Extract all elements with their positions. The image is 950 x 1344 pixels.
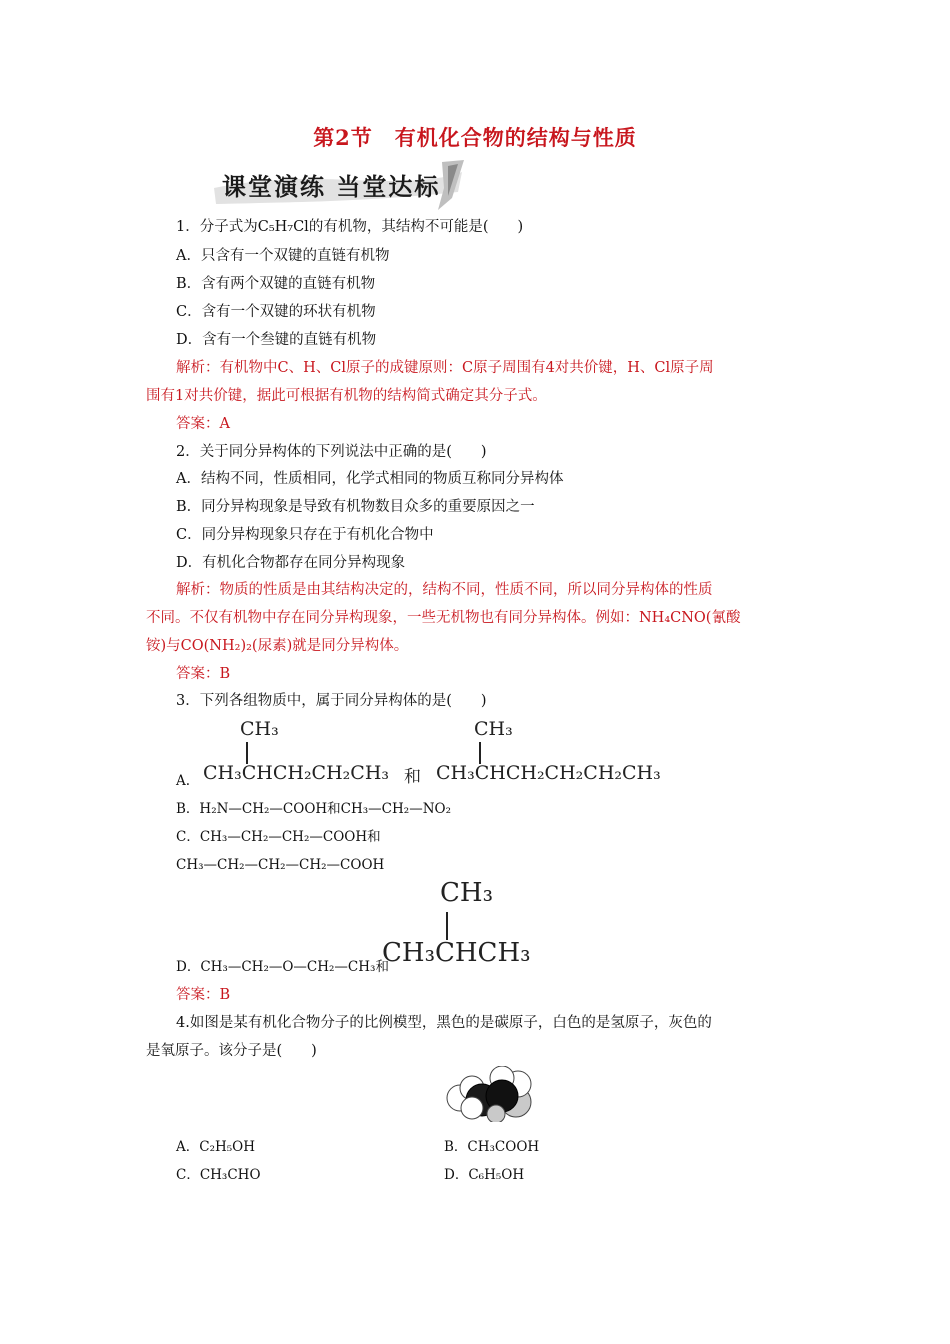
q2-answer: 答案：B [176, 666, 231, 682]
q3-option-c-line-2: CH₃—CH₂—CH₂—CH₂—COOH [176, 857, 385, 873]
molecule-model-icon [444, 1066, 538, 1122]
q3-a-left-branch: CH₃ [240, 718, 279, 740]
q2-option-b: B．同分异构现象是导致有机物数目众多的重要原因之一 [176, 499, 535, 515]
section-banner [216, 163, 472, 211]
q1-analysis-line-1: 解析：有机物中C、H、Cl原子的成键原则：C原子周围有4对共价键，H、Cl原子周 [176, 360, 714, 376]
q4-stem-line-1: 4.如图是某有机化合物分子的比例模型，黑色的是碳原子，白色的是氢原子，灰色的 [176, 1015, 712, 1031]
q4-option-d: D．C₆H₅OH [444, 1167, 525, 1183]
q3-a-and: 和 [404, 767, 421, 787]
q3-option-c-line-1: C．CH₃—CH₂—CH₂—COOH和 [176, 829, 381, 845]
q4-option-c: C．CH₃CHO [176, 1167, 261, 1183]
q2-analysis-line-1: 解析：物质的性质是由其结构决定的，结构不同，性质不同，所以同分异构体的性质 [176, 582, 713, 598]
q1-option-b: B．含有两个双键的直链有机物 [176, 276, 376, 292]
q3-a-left-main: CH₃CHCH₂CH₂CH₃ [203, 762, 390, 784]
q2-option-d: D．有机化合物都存在同分异构现象 [176, 555, 406, 571]
q2-analysis-line-3: 铵)与CO(NH₂)₂(尿素)就是同分异构体。 [146, 638, 409, 654]
q3-a-right-bond [479, 742, 481, 764]
q1-option-c: C．含有一个双键的环状有机物 [176, 304, 376, 320]
q3-option-d-left: D．CH₃—CH₂—O—CH₂—CH₃和 [176, 959, 389, 975]
q3-d-bond [446, 912, 448, 940]
q1-option-d: D．含有一个叁键的直链有机物 [176, 332, 377, 348]
q3-option-b: B．H₂N—CH₂—COOH和CH₃—CH₂—NO₂ [176, 801, 451, 817]
q2-stem: 2．关于同分异构体的下列说法中正确的是( ) [176, 444, 487, 460]
q3-a-right-main: CH₃CHCH₂CH₂CH₂CH₃ [436, 762, 661, 784]
q1-analysis-line-2: 围有1对共价键，据此可根据有机物的结构简式确定其分子式。 [146, 388, 547, 404]
q2-option-a: A．结构不同，性质相同，化学式相同的物质互称同分异构体 [176, 471, 564, 487]
q4-stem-line-2: 是氧原子。该分子是( ) [146, 1043, 317, 1059]
q3-option-a-label: A. [176, 773, 191, 789]
q2-option-c: C．同分异构现象只存在于有机化合物中 [176, 527, 434, 543]
q3-d-branch: CH₃ [440, 878, 493, 908]
q3-d-main: CH₃CHCH₃ [382, 938, 531, 968]
q4-option-b: B．CH₃COOH [444, 1139, 540, 1155]
q1-stem: 1．分子式为C₅H₇Cl的有机物，其结构不可能是( ) [176, 219, 524, 235]
q3-a-right-branch: CH₃ [474, 718, 513, 740]
q3-stem: 3．下列各组物质中，属于同分异构体的是( ) [176, 693, 487, 709]
q1-answer: 答案：A [176, 416, 230, 432]
q1-option-a: A．只含有一个双键的直链有机物 [176, 248, 390, 264]
page-title: 第2节 有机化合物的结构与性质 [313, 125, 637, 150]
q4-option-a: A．C₂H₅OH [176, 1139, 256, 1155]
q3-a-left-bond [246, 742, 248, 764]
q3-answer: 答案：B [176, 987, 231, 1003]
q2-analysis-line-2: 不同。不仅有机物中存在同分异构现象，一些无机物也有同分异构体。例如：NH₄CNO(氰酸 [146, 610, 741, 626]
banner-text: 课堂演练 当堂达标 [222, 173, 441, 201]
